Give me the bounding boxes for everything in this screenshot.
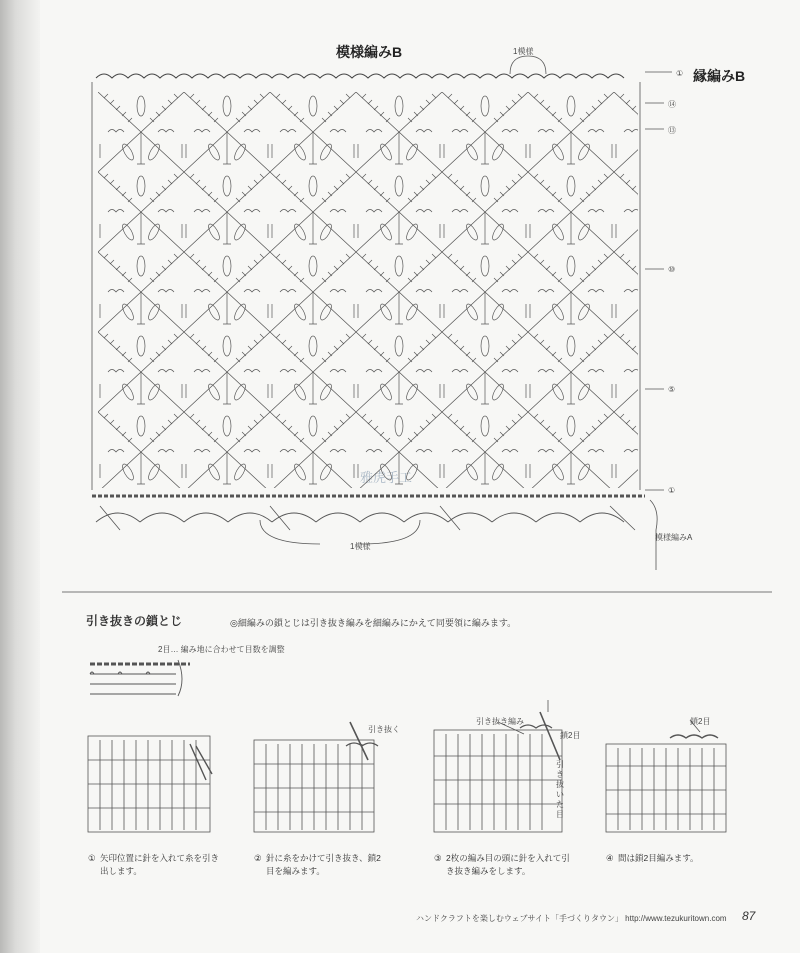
page-number: 87 bbox=[742, 909, 756, 923]
row-marker: ⑭ bbox=[668, 100, 676, 109]
row-marker: ⑬ bbox=[668, 126, 676, 135]
swatch-step-2 bbox=[254, 722, 378, 832]
chart-title: 模様編みB bbox=[336, 44, 403, 60]
section-title: 引き抜きの鎖とじ bbox=[86, 614, 183, 628]
repeat-label-bottom: 1模様 bbox=[350, 542, 371, 551]
callout-chain-2b: 鎖2目 bbox=[690, 717, 711, 726]
step-caption: 間は鎖2目編みます。 bbox=[618, 853, 699, 863]
callout-pulled-stitch: 引き抜いた目 bbox=[556, 760, 564, 819]
callout-slip-stitch: 引き抜き編み bbox=[476, 717, 524, 726]
step-number: ③ bbox=[434, 853, 442, 863]
step-number: ④ bbox=[606, 853, 614, 863]
footer-text: ハンドクラフトを楽しむウェブサイト「手づくりタウン」 http://www.tezukuritown.com bbox=[416, 914, 727, 923]
section-note: ◎細編みの鎖とじは引き抜き編みを細編みにかえて同要領に編みます。 bbox=[230, 618, 517, 628]
diagram-note: 2目… 編み地に合わせて目数を調整 bbox=[158, 645, 285, 654]
step-caption: 矢印位置に針を入れて糸を引き出します。 bbox=[100, 853, 220, 876]
repeat-label-top: 1模様 bbox=[513, 47, 534, 56]
callout-hikinuku: 引き抜く bbox=[368, 725, 400, 734]
row-marker: ⑤ bbox=[668, 385, 676, 394]
row-marker: ① bbox=[668, 486, 676, 495]
swatch-step-1 bbox=[88, 736, 212, 832]
edge-title: 縁編みB bbox=[693, 68, 746, 84]
callout-chain-2: 鎖2目 bbox=[560, 731, 581, 740]
swatch-step-4 bbox=[606, 720, 726, 832]
step-number: ① bbox=[88, 853, 96, 863]
step-caption: 針に糸をかけて引き抜き、鎖2目を編みます。 bbox=[266, 853, 381, 876]
row-marker: ① bbox=[676, 69, 684, 78]
pattern-a-label: 模様編みA bbox=[655, 533, 693, 542]
row-marker: ⑩ bbox=[668, 265, 676, 274]
step-number: ② bbox=[254, 853, 262, 863]
step-caption: 2枚の編み目の頭に針を入れて引き抜き編みをします。 bbox=[446, 853, 570, 876]
